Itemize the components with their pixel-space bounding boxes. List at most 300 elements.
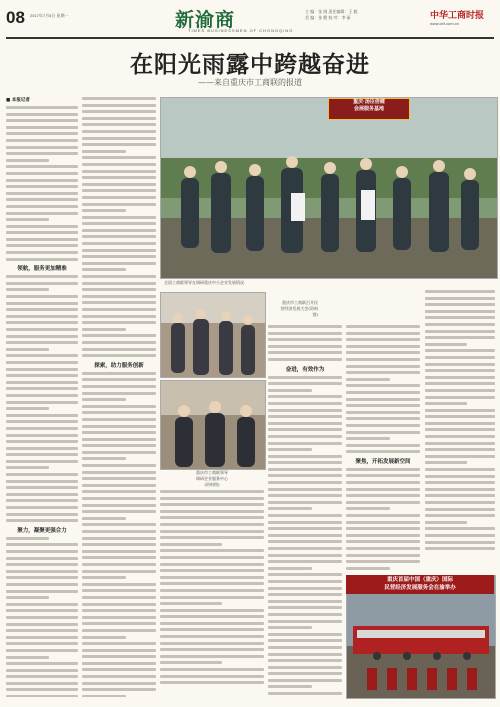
text-line [82, 438, 156, 441]
text-line [160, 609, 264, 612]
text-line [268, 534, 342, 537]
text-line [268, 593, 342, 596]
photo-office-visit [161, 293, 265, 377]
text-line [82, 249, 156, 252]
text-line [346, 527, 420, 530]
publication-url: www.cbt.com.cn [430, 21, 459, 26]
text-line [160, 503, 264, 506]
text-line [346, 371, 420, 374]
text-line [6, 427, 78, 430]
photo-group-visit [161, 98, 497, 278]
text-line [160, 536, 264, 539]
text-line [82, 268, 126, 271]
text-line [82, 242, 156, 245]
text-line [425, 297, 495, 300]
text-line [160, 648, 264, 651]
text-column-1 [6, 97, 78, 697]
text-line [346, 398, 420, 401]
text-line [268, 448, 312, 451]
text-line [6, 466, 49, 469]
text-line [425, 402, 467, 405]
text-line [6, 537, 49, 540]
text-line [425, 435, 495, 438]
text-line [6, 550, 78, 553]
text-line [425, 303, 495, 306]
text-line [425, 501, 495, 504]
text-line [82, 321, 156, 324]
text-line [346, 444, 420, 447]
text-line [6, 244, 78, 247]
text-line [268, 679, 342, 682]
text-line [82, 255, 156, 258]
text-line [425, 534, 495, 537]
text-line [6, 662, 78, 665]
text-line [425, 527, 495, 530]
text-line [82, 431, 156, 434]
text-line [6, 407, 49, 410]
text-line [82, 477, 156, 480]
text-line [425, 356, 495, 359]
text-line [6, 688, 78, 691]
text-line [268, 666, 342, 669]
text-line [6, 603, 78, 606]
text-line [268, 488, 342, 491]
text-line [82, 688, 156, 691]
text-line [160, 642, 264, 645]
text-line [425, 349, 495, 352]
issue-date: 2017年7月5日 星期一 [30, 13, 69, 18]
third-photo [160, 380, 266, 470]
page-header [0, 0, 500, 40]
text-line [6, 321, 78, 324]
text-line [346, 554, 420, 557]
text-line [268, 481, 342, 484]
text-line [82, 348, 156, 351]
text-line [6, 368, 78, 371]
caption3-line-1: 重庆市工商联领导 [196, 470, 228, 475]
text-line [268, 402, 342, 405]
text-line [268, 389, 312, 392]
text-line [346, 481, 420, 484]
text-line [160, 497, 264, 500]
text-line [346, 351, 420, 354]
editor-credits [305, 9, 357, 21]
text-line [6, 328, 78, 331]
text-line [6, 119, 78, 122]
text-line [6, 251, 78, 254]
text-line [346, 345, 420, 348]
section-heading: 聚焦，开拓发展新空间 [355, 458, 411, 465]
text-line [82, 497, 156, 500]
caption-line-3: 图) [312, 312, 318, 317]
text-line [160, 490, 264, 493]
header-rule [6, 37, 494, 39]
text-line [82, 216, 156, 219]
text-line [268, 672, 342, 675]
text-line [6, 519, 78, 522]
text-line [82, 143, 156, 146]
third-photo-caption [160, 470, 264, 488]
text-line [82, 556, 156, 559]
text-line [6, 629, 78, 632]
text-line [82, 104, 156, 107]
text-line [82, 537, 156, 540]
text-line [6, 563, 78, 566]
page-number: 08 [6, 8, 25, 27]
text-line [268, 422, 342, 425]
text-line [82, 235, 156, 238]
text-line [268, 639, 342, 642]
text-line [268, 540, 342, 543]
text-column-5 [425, 290, 495, 565]
text-line [425, 521, 467, 524]
text-line [82, 523, 156, 526]
text-line [346, 332, 420, 335]
text-line [82, 170, 156, 173]
text-line [6, 570, 78, 573]
text-line [268, 382, 342, 385]
text-line [82, 123, 156, 126]
text-column-3 [268, 325, 342, 697]
text-line [160, 622, 264, 625]
text-line [346, 521, 420, 524]
text-column-6 [160, 490, 264, 697]
text-line [160, 556, 264, 559]
text-line [268, 633, 342, 636]
section-heading: 探索，助力服务创新 [94, 362, 144, 369]
text-line [160, 563, 264, 566]
banner-line-1: 重庆首届中国（重庆）国际 [386, 577, 453, 583]
text-line [82, 418, 156, 421]
byline: ■ 本报记者 [6, 98, 30, 103]
text-line [6, 623, 78, 626]
text-line [6, 480, 78, 483]
text-line [82, 622, 156, 625]
text-line [346, 540, 420, 543]
text-line [6, 354, 78, 357]
text-line [82, 203, 156, 206]
text-line [160, 655, 264, 658]
text-line [6, 656, 49, 659]
text-line [6, 275, 78, 278]
text-line [82, 504, 156, 507]
text-line [82, 609, 156, 612]
text-line [82, 583, 156, 586]
text-line [82, 315, 156, 318]
text-line [425, 409, 495, 412]
text-line [82, 464, 156, 467]
text-line [346, 411, 420, 414]
second-photo [160, 292, 266, 378]
text-line [82, 137, 156, 140]
caption-line-1: 重庆市工商联召开民 [282, 300, 318, 305]
text-line [6, 420, 78, 423]
text-line [6, 308, 78, 311]
text-line [82, 150, 126, 153]
text-line [160, 516, 264, 519]
text-line [82, 372, 156, 375]
caption3-line-2: 调研企业服务中心 [196, 476, 228, 481]
text-line [346, 474, 420, 477]
text-line [82, 563, 156, 566]
main-photo [160, 97, 498, 279]
text-line [6, 361, 78, 364]
text-line [425, 494, 495, 497]
text-line [82, 543, 156, 546]
caption-line-2: 营经济发展大会(资料 [280, 306, 318, 311]
text-line [160, 523, 264, 526]
text-line [268, 415, 342, 418]
text-line [268, 494, 342, 497]
text-line [6, 212, 78, 215]
text-line [6, 218, 49, 221]
text-line [82, 378, 156, 381]
text-line [6, 126, 78, 129]
text-line [425, 343, 467, 346]
text-line [6, 576, 78, 579]
text-line [346, 338, 420, 341]
text-line [268, 376, 342, 379]
text-line [346, 431, 420, 434]
text-line [346, 494, 420, 497]
text-line [82, 392, 156, 395]
text-line [6, 282, 78, 285]
text-line [160, 569, 264, 572]
text-line [82, 675, 156, 678]
text-line [82, 457, 126, 460]
text-line [6, 387, 78, 390]
text-line [346, 325, 420, 328]
text-line [6, 288, 49, 291]
banner-line-2: 民营经济发展服务会在渝举办 [384, 585, 456, 591]
text-line [6, 132, 78, 135]
text-line [82, 156, 156, 159]
text-line [268, 428, 342, 431]
text-line [346, 547, 420, 550]
text-line [6, 179, 78, 182]
text-line [6, 543, 78, 546]
text-line [425, 514, 495, 517]
text-line [160, 576, 264, 579]
text-line [425, 396, 495, 399]
text-line [82, 130, 156, 133]
text-line [268, 560, 342, 563]
text-line [268, 567, 312, 570]
text-line [6, 609, 78, 612]
text-line [82, 484, 156, 487]
text-line [82, 405, 156, 408]
text-line [82, 354, 156, 357]
text-line [6, 695, 78, 697]
text-line [82, 183, 156, 186]
text-line [82, 471, 156, 474]
publication-brand: 中华工商时报 [430, 11, 485, 21]
text-line [82, 596, 156, 599]
text-line [346, 567, 390, 570]
text-line [425, 376, 495, 379]
text-line [268, 351, 342, 354]
text-line [425, 415, 495, 418]
text-line [6, 596, 49, 599]
text-line [160, 589, 264, 592]
text-line [6, 341, 78, 344]
text-line [346, 468, 420, 471]
text-line [6, 636, 78, 639]
editor-line: 主 编：张 刚 责任编辑：王 毅 [305, 9, 358, 14]
text-line [6, 513, 78, 516]
text-line [425, 422, 495, 425]
text-line [268, 474, 342, 477]
text-line [82, 682, 156, 685]
text-line [82, 444, 156, 447]
text-line [82, 570, 156, 573]
text-line [6, 649, 78, 652]
text-line [82, 668, 156, 671]
text-line [268, 514, 342, 517]
text-line [160, 543, 222, 546]
text-line [268, 646, 342, 649]
section-heading: 奋进，有效作为 [285, 366, 325, 373]
sign-line-1: 重庆·汤臣倍健 [353, 99, 385, 105]
text-line [82, 229, 156, 232]
text-line [268, 580, 342, 583]
text-line [160, 668, 264, 671]
text-line [346, 417, 420, 420]
text-line [82, 189, 156, 192]
text-line [160, 635, 264, 638]
text-line [6, 258, 78, 261]
text-line [425, 461, 467, 464]
text-line [82, 295, 156, 298]
text-line [425, 428, 495, 431]
text-line [6, 440, 78, 443]
text-line [6, 159, 49, 162]
article-subheadline: ——来自重庆市工商联的报道 [198, 78, 302, 87]
text-line [346, 501, 420, 504]
text-line [82, 695, 126, 697]
text-line [160, 628, 264, 631]
second-photo-caption [268, 300, 318, 318]
text-line [82, 117, 156, 120]
text-line [268, 455, 342, 458]
text-line [82, 196, 156, 199]
text-line [82, 642, 156, 645]
text-line [268, 573, 342, 576]
text-line [82, 222, 156, 225]
text-line [268, 338, 342, 341]
text-line [82, 550, 156, 553]
text-line [268, 442, 342, 445]
text-line [346, 437, 390, 440]
text-line [6, 152, 78, 155]
text-line [425, 316, 495, 319]
text-line [160, 510, 264, 513]
text-line [160, 582, 264, 585]
text-line [82, 629, 156, 632]
text-line [425, 382, 495, 385]
text-line [82, 341, 156, 344]
photo-sign [328, 98, 410, 120]
text-line [6, 146, 78, 149]
text-line [82, 576, 126, 579]
text-line [268, 620, 342, 623]
text-line [82, 385, 156, 388]
text-line [6, 682, 78, 685]
text-line [268, 626, 312, 629]
text-line [82, 308, 156, 311]
text-line [268, 507, 312, 510]
text-line [425, 363, 495, 366]
text-line [82, 262, 156, 265]
banner-caption [346, 575, 494, 594]
text-line [82, 603, 156, 606]
text-line [6, 506, 78, 509]
text-line [268, 468, 342, 471]
text-line [268, 395, 342, 398]
text-line [82, 451, 156, 454]
text-line [6, 139, 78, 142]
text-line [82, 334, 156, 337]
text-line [82, 425, 156, 428]
text-line [6, 394, 78, 397]
text-line [82, 398, 126, 401]
text-line [160, 681, 264, 684]
text-line [268, 606, 342, 609]
text-line [82, 110, 156, 113]
text-line [160, 602, 222, 605]
text-line [6, 669, 78, 672]
text-line [6, 238, 78, 241]
text-line [82, 616, 156, 619]
text-line [268, 345, 342, 348]
text-line [425, 448, 495, 451]
text-line [425, 541, 495, 544]
newspaper-logo-en: TIMES BUSINESSMEN OF CHONGQING [188, 28, 294, 33]
text-line [6, 642, 78, 645]
text-line [6, 499, 78, 502]
photo-train [347, 576, 495, 698]
designer-line: 美 编：张 健 校 对：李 丽 [305, 15, 351, 20]
text-line [425, 508, 495, 511]
text-line [425, 330, 495, 333]
text-line [82, 282, 156, 285]
text-line [160, 596, 264, 599]
text-line [268, 653, 342, 656]
text-line [346, 365, 420, 368]
text-line [268, 554, 342, 557]
text-line [160, 530, 264, 533]
text-line [268, 587, 342, 590]
text-line [425, 481, 495, 484]
text-line [268, 461, 342, 464]
article-headline: 在阳光雨露中跨越奋进 [130, 51, 370, 78]
text-line [425, 547, 495, 550]
text-line [6, 590, 78, 593]
text-line [6, 302, 78, 305]
text-line [82, 97, 156, 100]
text-line [6, 348, 49, 351]
text-line [6, 460, 78, 463]
text-line [425, 475, 495, 478]
text-line [82, 649, 156, 652]
text-line [82, 288, 156, 291]
text-line [268, 501, 342, 504]
text-line [268, 547, 342, 550]
text-line [82, 530, 156, 533]
text-line [425, 389, 495, 392]
text-line [6, 335, 78, 338]
text-line [6, 434, 78, 437]
